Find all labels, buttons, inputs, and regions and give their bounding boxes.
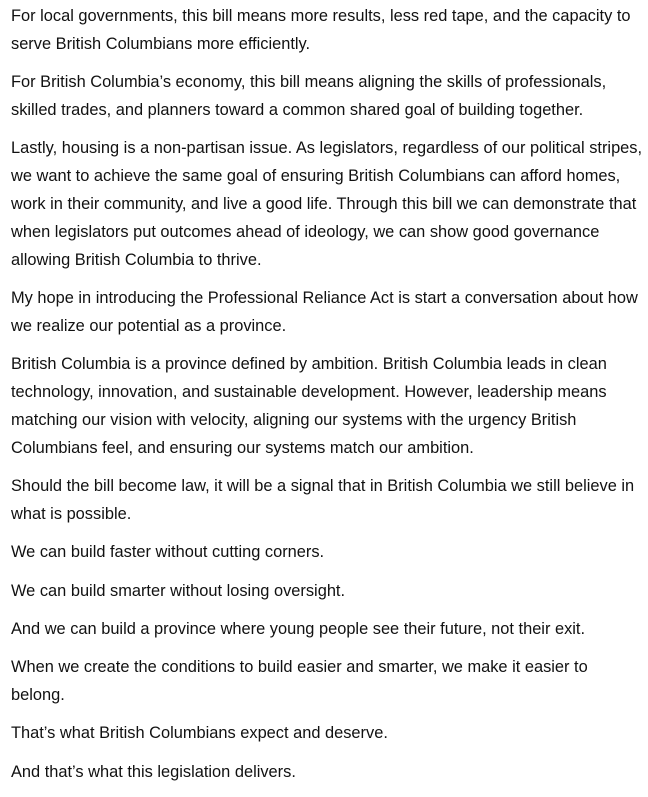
document-body xyxy=(11,3,643,797)
paragraph-build-faster: We can build faster without cutting corners. xyxy=(11,543,325,562)
paragraph-belong: When we create the conditions to build easier and smarter, we make it easier to belong. xyxy=(11,658,588,705)
paragraph-young-people: And we can build a province where young people see their future, not their exit. xyxy=(11,619,586,638)
paragraph-build-smarter: We can build smarter without losing oversight. xyxy=(11,581,346,600)
paragraph-professional-reliance-act: My hope in introducing the Professional Reliance Act is start a conversation about how we realize our potential as a province. xyxy=(11,288,638,335)
paragraph-economy: For British Columbia’s economy, this bill means aligning the skills of professionals, skilled trades, and planners toward a common shared goal of building together. xyxy=(11,73,607,119)
paragraph-expect-deserve: That’s what British Columbians expect and deserve. xyxy=(11,724,388,743)
paragraph-ambition: British Columbia is a province defined by ambition. British Columbia leads in clean technology, innovation, and sustainable development. However, leadership means matching our vision with velocity, aligning our systems with the urgency British Columbians feel, and ensuring our systems match our ambition. xyxy=(11,355,607,457)
paragraph-local-governments: For local governments, this bill means more results, less red tape, and the capacity to serve British Columbians more efficiently. xyxy=(11,7,631,53)
paragraph-become-law: Should the bill become law, it will be a signal that in British Columbia we still believe in what is possible. xyxy=(11,476,635,523)
paragraph-legislation-delivers: And that’s what this legislation delivers. xyxy=(11,762,296,781)
paragraph-non-partisan: Lastly, housing is a non-partisan issue. As legislators, regardless of our political stripes, we want to achieve the same goal of ensuring British Columbians can afford homes, work in their community, and live a good life. Through this bill we can demonstrate that when legislators put outcomes ahead of ideology, we can show good governance allowing British Columbia to thrive. xyxy=(11,139,643,269)
